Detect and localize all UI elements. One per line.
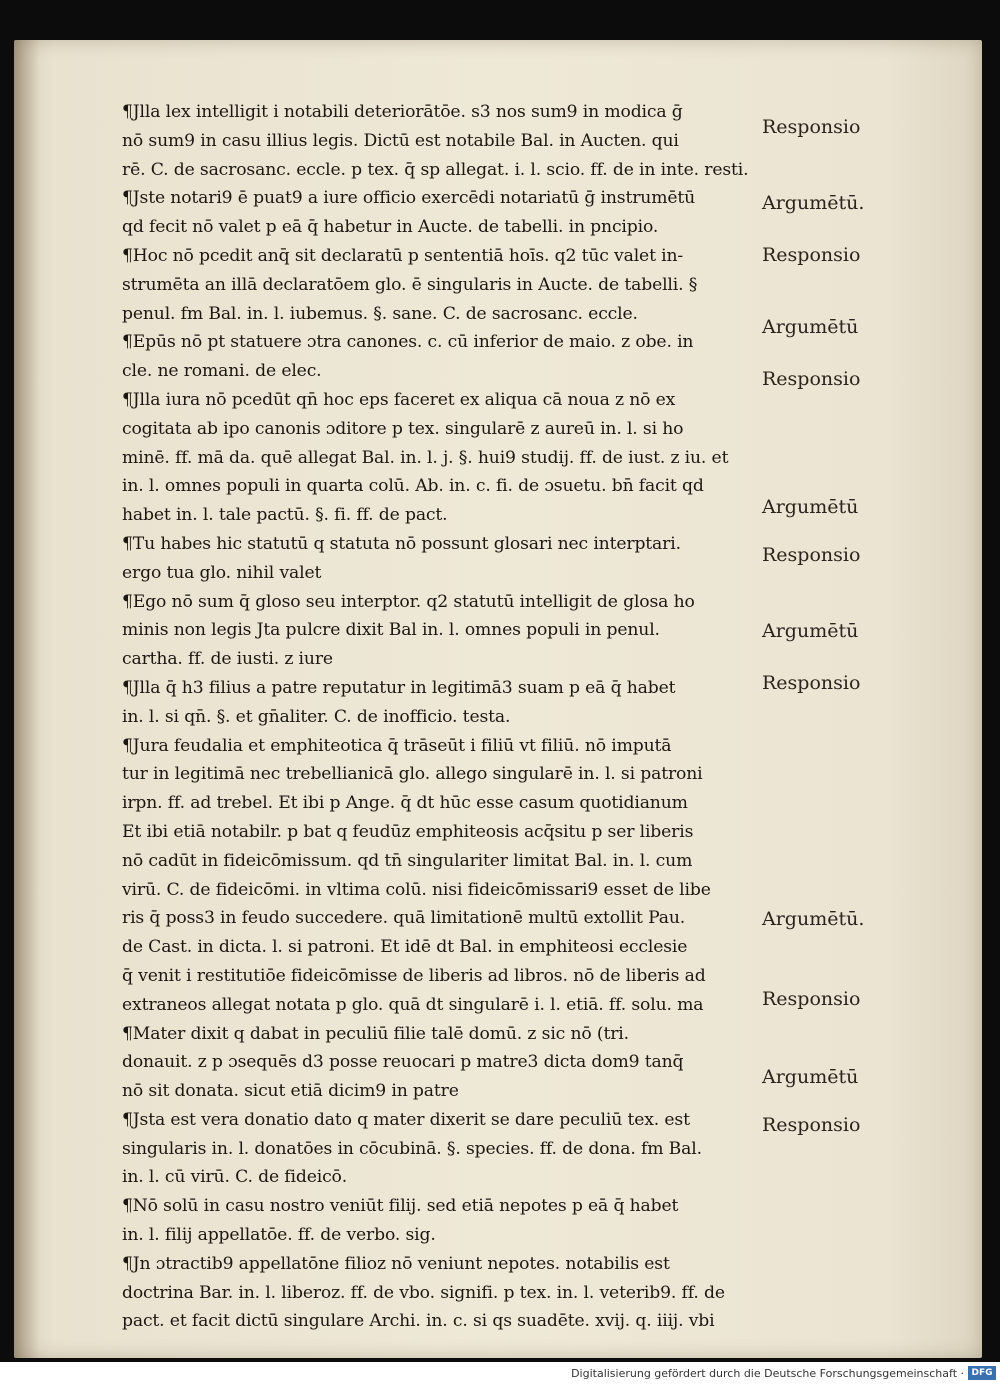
text-line: in. l. si qn̄. §. et gn̄aliter. C. de inofficio. testa. [122,706,511,727]
text-line: ¶Hoc nō pcedit anq̄ sit declaratū p sententiā hoīs. q2 tūc valet in- [122,245,684,266]
text-line: ¶Ego nō sum q̄ gloso seu interptor. q2 statutū intelligit de glosa ho [122,591,695,612]
text-line: ¶Jste notari9 ē puat9 a iure officio exercēdi notariatū ḡ instrumētū [122,188,696,209]
text-line: ¶Mater dixit q dabat in peculiū filie talē domū. z sic nō (tri. [122,1023,629,1044]
book-page [14,40,982,1358]
text-line: ¶Tu habes hic statutū q statuta nō possunt glosari nec interptari. [122,533,681,554]
paragraph [122,732,752,1020]
text-line: habet in. l. tale pactū. §. fi. ff. de pact. [122,505,448,526]
text-line: ¶Jsta est vera donatio dato q mater dixerit se dare peculiū tex. est [122,1109,690,1130]
digitization-footer [0,1362,1000,1386]
text-line: ¶Jlla q̄ h3 filius a patre reputatur in legitimā3 suam p eā q̄ habet [122,677,676,698]
text-line: singularis in. l. donatōes in cōcubinā. §. species. ff. de dona. fm Bal. [122,1138,702,1159]
margin-note-responsio: Responsio [762,988,861,1010]
text-line: nō sum9 in casu illius legis. Dictū est notabile Bal. in Aucten. qui [122,130,679,151]
margin-note-argumentum: Argumētū. [762,908,865,930]
text-line: virū. C. de fideicōmi. in vltima colū. nisi fideicōmissari9 esset de libe [122,879,711,900]
text-line: cartha. ff. de iusti. z iure [122,649,333,670]
text-line: strumēta an illā declaratōem glo. ē singularis in Aucte. de tabelli. § [122,274,698,295]
paragraph [122,1106,752,1192]
text-line: qd fecit nō valet p eā q̄ habetur in Aucte. de tabelli. in pncipio. [122,217,659,238]
text-line: nō sit donata. sicut etiā dicim9 in patre [122,1081,459,1102]
paragraph [122,588,752,674]
margin-note-argumentum: Argumētū [762,1066,859,1088]
margin-note-argumentum: Argumētū [762,496,859,518]
paragraph [122,386,752,530]
text-line: in. l. filij appellatōe. ff. de verbo. sig. [122,1225,436,1246]
text-line: ¶Jlla iura nō pcedūt qn̄ hoc eps faceret ex aliqua cā noua z nō ex [122,389,676,410]
paragraph [122,674,752,732]
paragraph [122,328,752,386]
text-line: penul. fm Bal. in. l. iubemus. §. sane. C. de sacrosanc. eccle. [122,303,638,324]
text-line: ¶Epūs nō pt statuere ɔtra canones. c. cū inferior de maio. z obe. in [122,332,694,353]
text-line: cle. ne romani. de elec. [122,361,322,382]
paragraph [122,1020,752,1106]
text-line: irpn. ff. ad trebel. Et ibi p Ange. q̄ dt hūc esse casum quotidianum [122,793,688,814]
text-line: cogitata ab ipo canonis ɔditore p tex. singularē z aureū in. l. si ho [122,418,684,439]
text-line: minis non legis Jta pulcre dixit Bal in. l. omnes populi in penul. [122,620,660,641]
text-line: in. l. omnes populi in quarta colū. Ab. in. c. fi. de ɔsuetu. bn̄ facit qd [122,476,704,497]
text-line: ris q̄ poss3 in feudo succedere. quā limitationē multū extollit Pau. [122,908,686,929]
text-line: de Cast. in dicta. l. si patroni. Et idē dt Bal. in emphiteosi ecclesie [122,937,688,958]
text-line: q̄ venit i restitutiōe fideicōmisse de liberis ad libros. nō de liberis ad [122,965,706,986]
text-line: ¶Jura feudalia et emphiteotica q̄ trāseūt i filiū vt filiū. nō imputā [122,735,672,756]
margin-note-responsio: Responsio [762,544,861,566]
text-line: rē. C. de sacrosanc. eccle. p tex. q̄ sp allegat. i. l. scio. ff. de in inte. resti. [122,159,749,180]
text-line: tur in legitimā nec trebellianicā glo. allego singularē in. l. si patroni [122,764,703,785]
margin-note-responsio: Responsio [762,368,861,390]
text-line: in. l. cū virū. C. de fideicō. [122,1167,348,1188]
text-line: nō cadūt in fideicōmissum. qd tn̄ singulariter limitat Bal. in. l. cum [122,850,693,871]
footer-credit: Digitalisierung gefördert durch die Deutsche Forschungsgemeinschaft · [571,1367,964,1380]
text-line: minē. ff. mā da. quē allegat Bal. in. l. j. §. hui9 studij. ff. de iust. z iu. et [122,447,729,468]
margin-note-argumentum: Argumētū [762,620,859,642]
main-text-column [122,98,752,1336]
paragraph [122,530,752,588]
margin-note-argumentum: Argumētū [762,316,859,338]
dfg-logo: DFG [968,1366,996,1380]
margin-note-responsio: Responsio [762,1114,861,1136]
text-line: extraneos allegat notata p glo. quā dt singularē i. l. etiā. ff. solu. ma [122,994,704,1015]
text-line: Et ibi etiā notabilr. p bat q feudūz emphiteosis acq̄situ p ser liberis [122,821,694,842]
margin-note-responsio: Responsio [762,116,861,138]
text-line: ¶Jlla lex intelligit i notabili deteriorātōe. s3 nos sum9 in modica ḡ [122,102,683,122]
paragraph [122,1250,752,1336]
text-line: pact. et facit dictū singulare Archi. in. c. si qs suadēte. xvij. q. iiij. vbi [122,1311,715,1332]
paragraph [122,184,752,242]
margin-note-argumentum: Argumētū. [762,192,865,214]
paragraph [122,98,752,184]
text-line: ¶Nō solū in casu nostro veniūt filij. sed etiā nepotes p eā q̄ habet [122,1196,679,1217]
text-line: donauit. z p ɔsequēs d3 posse reuocari p matre3 dicta dom9 tanq̄ [122,1052,684,1073]
margin-note-responsio: Responsio [762,672,861,694]
paragraph [122,242,752,328]
paragraph [122,1192,752,1250]
text-line: ¶Jn ɔtractib9 appellatōne filioz nō veniunt nepotes. notabilis est [122,1253,670,1274]
margin-note-responsio: Responsio [762,244,861,266]
text-line: ergo tua glo. nihil valet [122,562,322,583]
text-line: doctrina Bar. in. l. liberoz. ff. de vbo. signifi. p tex. in. l. veterib9. ff. de [122,1282,725,1303]
